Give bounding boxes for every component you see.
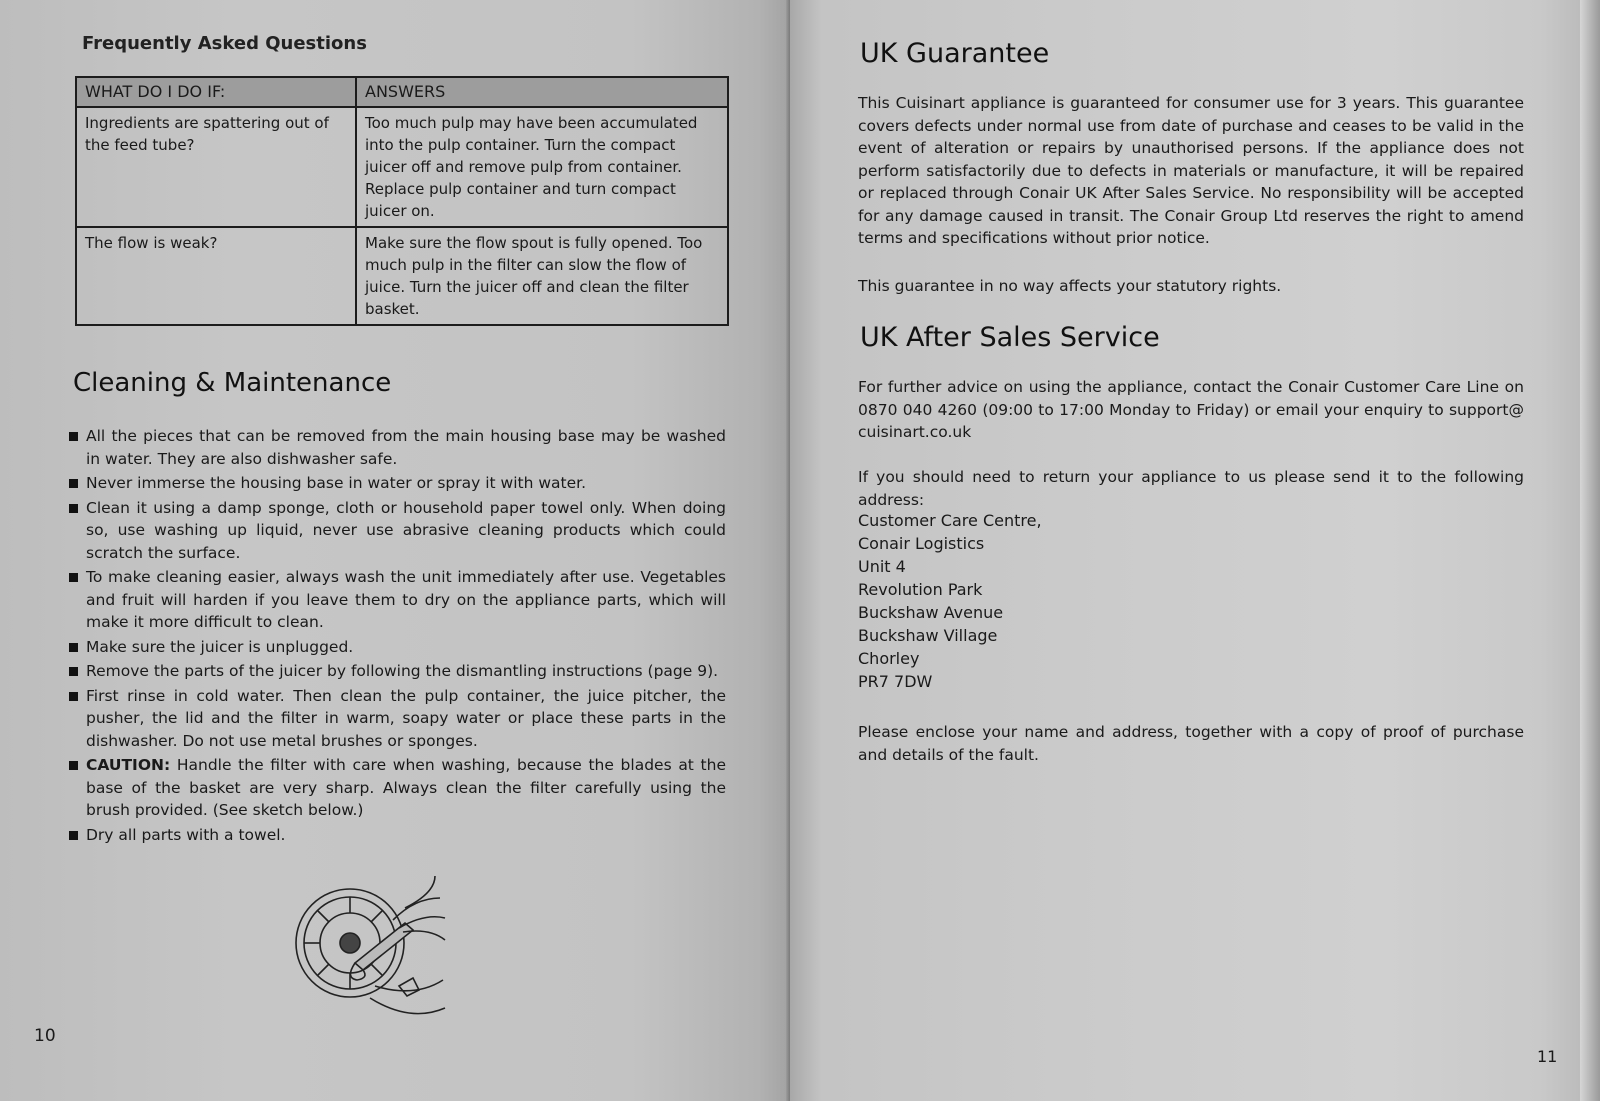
bullet-square-icon — [69, 761, 78, 770]
page-edge — [1580, 0, 1600, 1101]
guarantee-title: UK Guarantee — [860, 38, 1050, 69]
bullet-square-icon — [69, 831, 78, 840]
bullet-square-icon — [69, 479, 78, 488]
caution-text: Handle the filter with care when washing, because the blades at the base of the basket are very sharp. Always clean the filter carefully using the brush provided. (See sketch below.) — [86, 756, 726, 819]
list-item-text: Never immerse the housing base in water or spray it with water. — [86, 474, 587, 492]
list-item — [66, 425, 726, 470]
list-item-text: Make sure the juicer is unplugged. — [86, 637, 354, 656]
faq-header-answer: ANSWERS — [356, 77, 728, 107]
service-title: UK After Sales Service — [860, 322, 1160, 353]
enclose-text: Please enclose your name and address, together with a copy of proof of purchase and details of the fault. — [858, 723, 1524, 764]
cleaning-title: Cleaning & Maintenance — [73, 368, 392, 398]
page-number-left: 10 — [34, 1026, 56, 1046]
address-line: Buckshaw Avenue — [858, 603, 1004, 622]
list-item — [66, 636, 726, 659]
faq-question: Ingredients are spattering out of the feed tube? — [76, 107, 356, 227]
list-item — [66, 824, 726, 847]
faq-question: The flow is weak? — [76, 227, 356, 325]
bullet-square-icon — [69, 504, 78, 513]
return-text: If you should need to return your appliance to us please send it to the following address: — [858, 468, 1524, 509]
bullet-square-icon — [69, 643, 78, 652]
caution-item — [66, 754, 726, 822]
cleaning-list — [66, 425, 726, 848]
address-line: Revolution Park — [858, 580, 983, 599]
page-number-right: 11 — [1537, 1047, 1558, 1066]
bullet-square-icon — [69, 432, 78, 441]
address-line: Customer Care Centre, — [858, 511, 1042, 530]
faq-answer: Make sure the flow spout is fully opened. Too much pulp in the filter can slow the flow of juice. Turn the juicer off and clean the filter basket. — [356, 227, 728, 325]
table-row — [76, 227, 728, 325]
faq-header-question: WHAT DO I DO IF: — [76, 77, 356, 107]
list-item-text: First rinse in cold water. Then clean the pulp container, the juice pitcher, the pusher, the lid and the filter in warm, soapy water or place these parts in the dishwasher. Do not use metal brushes or sponges. — [86, 686, 726, 750]
faq-table — [75, 76, 729, 326]
faq-title: Frequently Asked Questions — [82, 33, 367, 54]
address-line: PR7 7DW — [858, 672, 933, 691]
statutory-text: This guarantee in no way affects your statutory rights. — [858, 277, 1282, 295]
address-line: Buckshaw Village — [858, 626, 998, 645]
table-row — [76, 107, 728, 227]
address-line: Conair Logistics — [858, 534, 985, 553]
list-item — [66, 566, 726, 634]
return-address — [858, 509, 1042, 693]
faq-answer: Too much pulp may have been accumulated into the pulp container. Turn the compact juicer off and remove pulp from container. Replace pulp container and turn compact juicer on. — [356, 107, 728, 227]
bullet-square-icon — [69, 692, 78, 701]
address-line: Unit 4 — [858, 557, 906, 576]
caution-label: CAUTION: — [86, 756, 171, 774]
bullet-square-icon — [69, 573, 78, 582]
filter-cleaning-sketch-icon — [295, 868, 455, 1033]
left-page — [0, 0, 790, 1101]
list-item — [66, 497, 726, 565]
address-line: Chorley — [858, 649, 920, 668]
list-item-text: All the pieces that can be removed from the main housing base may be washed in water. They are also dishwasher safe. — [86, 427, 726, 468]
list-item-text: Remove the parts of the juicer by following the dismantling instructions (page 9). — [86, 662, 719, 680]
guarantee-text: This Cuisinart appliance is guaranteed for consumer use for 3 years. This guarantee covers defects under normal use from date of purchase and ceases to be valid in the event of alteration or repairs by unauthorised persons. If the appliance does not perform satisfactorily due to defects in materials or manufacture, it will be repaired or replaced through Conair UK After Sales Service. No responsibility will be accepted for any damage caused in transit. The Conair Group Ltd reserves the right to amend terms and specifications without prior notice. — [858, 94, 1524, 247]
list-item-text: To make cleaning easier, always wash the unit immediately after use. Vegetables and fruit will harden if you leave them to dry on the appliance parts, which will make it more difficult to clean. — [86, 568, 726, 631]
list-item — [66, 685, 726, 753]
list-item-text: Clean it using a damp sponge, cloth or household paper towel only. When doing so, use washing up liquid, never use abrasive cleaning products which could scratch the surface. — [86, 498, 726, 562]
list-item-text: Dry all parts with a towel. — [86, 825, 286, 844]
faq-header-row — [76, 77, 728, 107]
list-item — [66, 472, 726, 495]
service-text: For further advice on using the appliance, contact the Conair Customer Care Line on 0870 040 4260 (09:00 to 17:00 Monday to Friday) or email your enquiry to support@cuisinart.co.uk — [858, 378, 1524, 441]
list-item — [66, 660, 726, 683]
bullet-square-icon — [69, 667, 78, 676]
